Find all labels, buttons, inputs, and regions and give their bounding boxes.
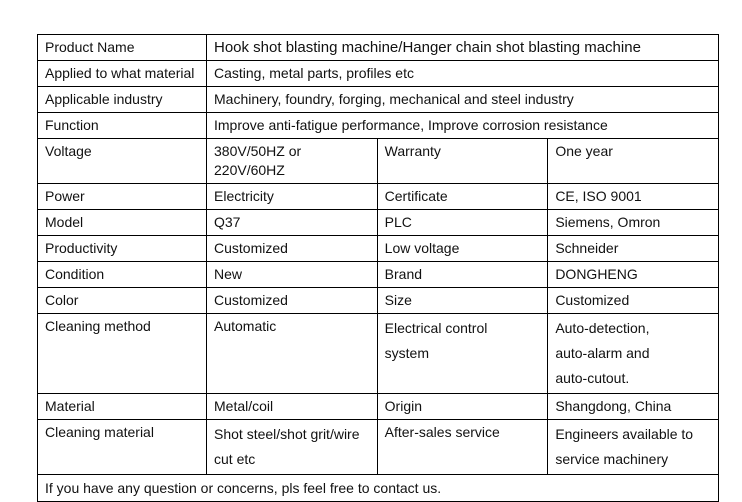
spec-value: [548, 314, 719, 394]
spec-value: Schneider: [548, 236, 719, 262]
spec-label: PLC: [377, 210, 548, 236]
spec-label: Warranty: [377, 139, 548, 184]
spec-value: Casting, metal parts, profiles etc: [207, 61, 719, 87]
value-line: Engineers available to: [555, 426, 694, 442]
spec-row-applicable-industry: [38, 87, 719, 113]
spec-label: Cleaning method: [38, 314, 207, 394]
spec-label: Material: [38, 394, 207, 420]
spec-row-material: [38, 394, 719, 420]
spec-label: Low voltage: [377, 236, 548, 262]
spec-label: Model: [38, 210, 207, 236]
spec-label: [377, 314, 548, 394]
spec-row-product-name: [38, 35, 719, 61]
spec-row-productivity: [38, 236, 719, 262]
value-line: auto-cutout.: [555, 370, 630, 386]
spec-label: Function: [38, 113, 207, 139]
spec-value: CE, ISO 9001: [548, 184, 719, 210]
spec-label: Productivity: [38, 236, 207, 262]
spec-value: Customized: [548, 288, 719, 314]
spec-row-footer: [38, 475, 719, 502]
spec-value: Q37: [207, 210, 378, 236]
spec-row-color: [38, 288, 719, 314]
spec-value: DONGHENG: [548, 262, 719, 288]
spec-value: Electricity: [207, 184, 378, 210]
spec-value: Automatic: [207, 314, 378, 394]
spec-value: Machinery, foundry, forging, mechanical and steel industry: [207, 87, 719, 113]
spec-label: Brand: [377, 262, 548, 288]
spec-row-applied-material: [38, 61, 719, 87]
value-line: Auto-detection,: [555, 320, 650, 336]
spec-label: Cleaning material: [38, 420, 207, 475]
spec-value: New: [207, 262, 378, 288]
spec-row-cleaning-method: [38, 314, 719, 394]
spec-label: Origin: [377, 394, 548, 420]
spec-value: Customized: [207, 288, 378, 314]
spec-value: Hook shot blasting machine/Hanger chain shot blasting machine: [207, 35, 719, 61]
spec-label: Size: [377, 288, 548, 314]
spec-row-condition: [38, 262, 719, 288]
spec-value: Siemens, Omron: [548, 210, 719, 236]
value-line: cut etc: [214, 451, 256, 467]
value-line: Shot steel/shot grit/wire: [214, 426, 360, 442]
spec-row-function: [38, 113, 719, 139]
spec-label: Applicable industry: [38, 87, 207, 113]
label-line: Electrical control: [384, 320, 488, 336]
label-line: system: [384, 345, 429, 361]
spec-label: Condition: [38, 262, 207, 288]
spec-value: 380V/50HZ or 220V/60HZ: [207, 139, 378, 184]
spec-value: Metal/coil: [207, 394, 378, 420]
product-spec-table: [37, 34, 719, 502]
spec-label: Certificate: [377, 184, 548, 210]
spec-value: Customized: [207, 236, 378, 262]
spec-label: Applied to what material: [38, 61, 207, 87]
spec-label: Color: [38, 288, 207, 314]
spec-value: [207, 420, 378, 475]
contact-note: If you have any question or concerns, pls feel free to contact us.: [38, 475, 719, 502]
spec-label: Voltage: [38, 139, 207, 184]
spec-value: One year: [548, 139, 719, 184]
spec-row-cleaning-material: [38, 420, 719, 475]
spec-label: After-sales service: [377, 420, 548, 475]
value-line: auto-alarm and: [555, 345, 650, 361]
spec-row-power: [38, 184, 719, 210]
spec-row-voltage: [38, 139, 719, 184]
spec-value: Shangdong, China: [548, 394, 719, 420]
spec-label: Power: [38, 184, 207, 210]
spec-value: Improve anti-fatigue performance, Improve corrosion resistance: [207, 113, 719, 139]
spec-label: Product Name: [38, 35, 207, 61]
spec-value: [548, 420, 719, 475]
spec-row-model: [38, 210, 719, 236]
value-line: service machinery: [555, 451, 669, 467]
